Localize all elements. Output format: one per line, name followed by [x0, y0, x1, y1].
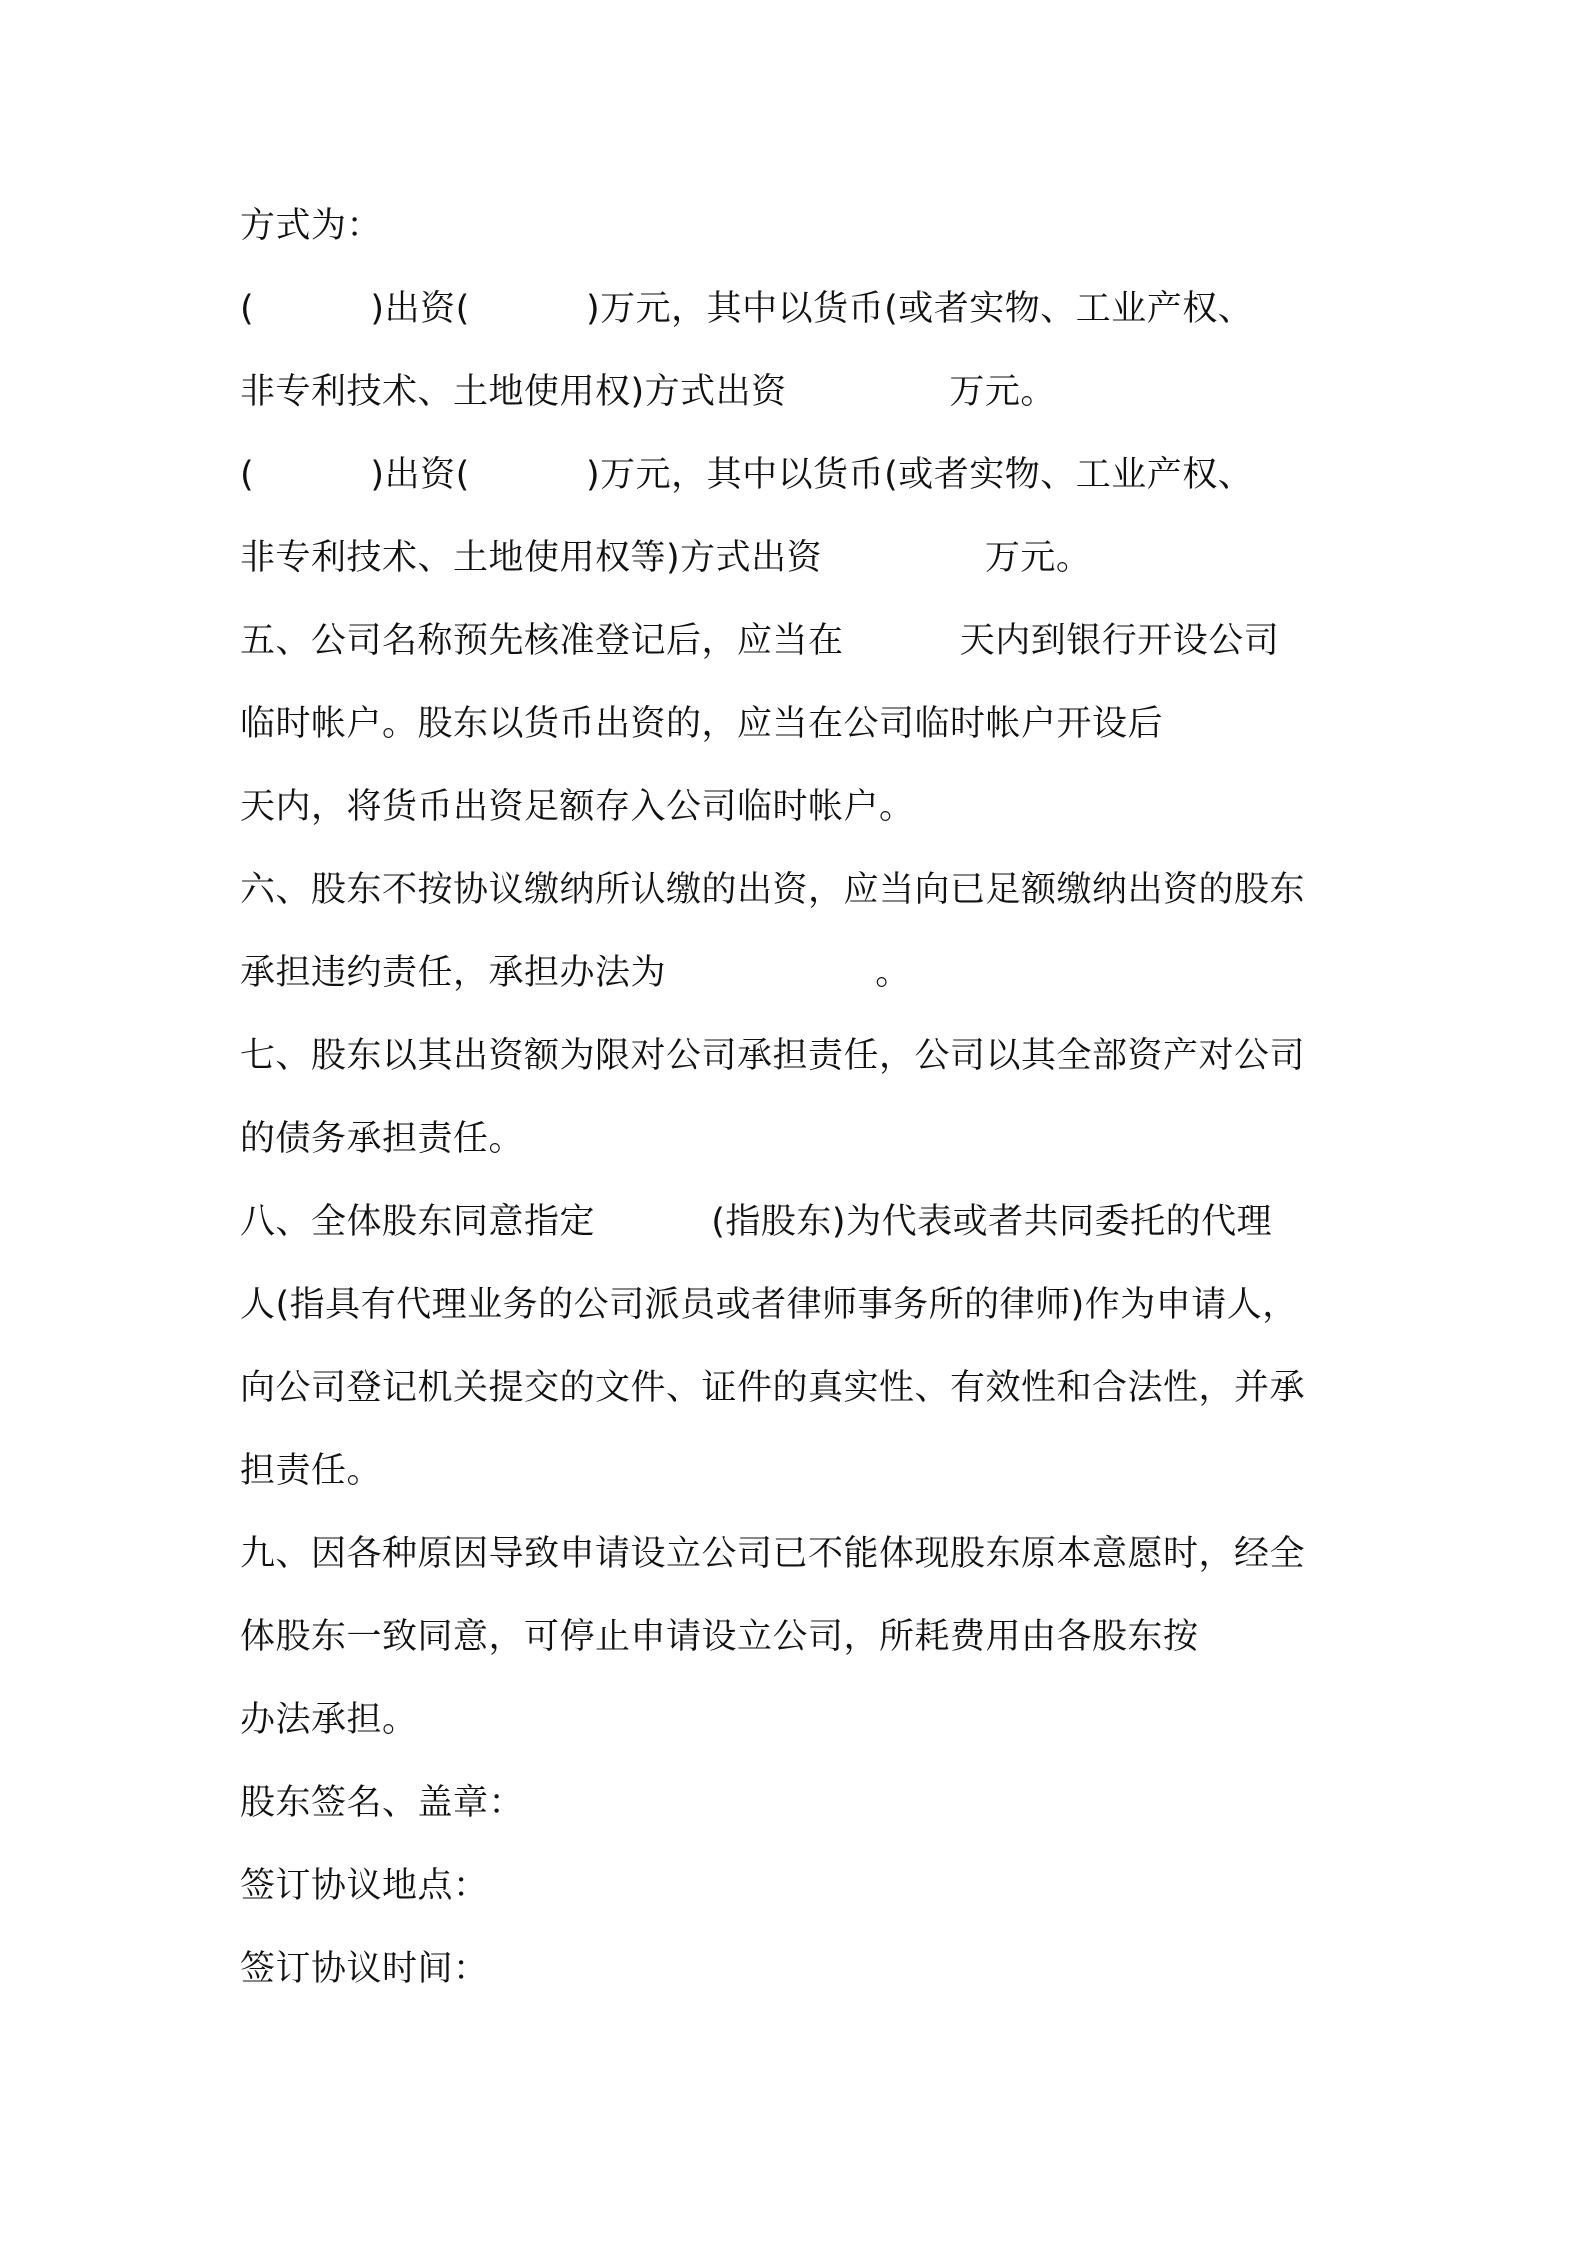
text-line: 体股东一致同意，可停止申请设立公司，所耗费用由各股东按	[240, 1617, 1199, 1657]
text-line: 七、股东以其出资额为限对公司承担责任，公司以其全部资产对公司	[240, 1036, 1306, 1076]
text-line: 八、全体股东同意指定 (指股东)为代表或者共同委托的代理	[240, 1202, 1273, 1242]
text-line: 临时帐户。股东以货币出资的，应当在公司临时帐户开设后	[240, 704, 1164, 744]
text-line: 向公司登记机关提交的文件、证件的真实性、有效性和合法性，并承	[240, 1368, 1306, 1408]
text-line: 办法承担。	[240, 1700, 418, 1740]
text-line: 的债务承担责任。	[240, 1119, 525, 1159]
text-line: 九、因各种原因导致申请设立公司已不能体现股东原本意愿时，经全	[240, 1534, 1306, 1574]
text-line: 非专利技术、土地使用权等)方式出资 万元。	[240, 538, 1092, 578]
text-line: 人(指具有代理业务的公司派员或者律师事务所的律师)作为申请人，	[240, 1285, 1298, 1325]
text-line: 股东签名、盖章：	[240, 1783, 525, 1823]
text-line: 五、公司名称预先核准登记后，应当在 天内到银行开设公司	[240, 621, 1280, 661]
text-line: 天内，将货币出资足额存入公司临时帐户。	[240, 787, 915, 827]
text-line: 担责任。	[240, 1451, 383, 1491]
text-line: ( )出资( )万元，其中以货币(或者实物、工业产权、	[240, 455, 1254, 495]
text-line: ( )出资( )万元，其中以货币(或者实物、工业产权、	[240, 289, 1254, 329]
text-line: 非专利技术、土地使用权)方式出资 万元。	[240, 372, 1056, 412]
text-line: 承担违约责任，承担办法为 。	[240, 953, 911, 993]
text-line: 签订协议地点：	[240, 1866, 489, 1906]
text-line: 签订协议时间：	[240, 1949, 489, 1989]
text-line: 六、股东不按协议缴纳所认缴的出资，应当向已足额缴纳出资的股东	[240, 870, 1306, 910]
text-line: 方式为：	[240, 206, 383, 246]
